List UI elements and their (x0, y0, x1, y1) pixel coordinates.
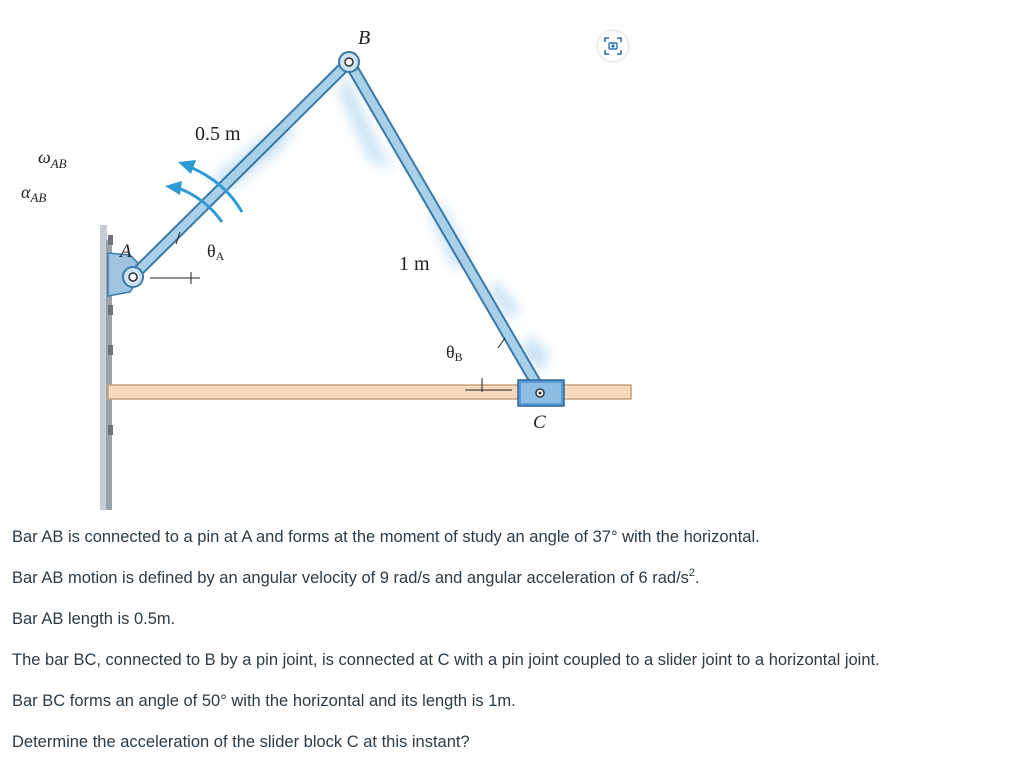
label-alpha: $\alpha_{AB}$ (21, 182, 47, 205)
label-c: C (533, 412, 546, 433)
problem-line-4: The bar BC, connected to B by a pin joint, is connected at C with a pin joint coupled to a slider joint to a horizontal joint. (12, 651, 880, 669)
problem-statement (12, 527, 1012, 773)
label-theta-a: θA (207, 241, 225, 263)
label-theta-b: θB (446, 342, 463, 364)
problem-line-6: Determine the acceleration of the slider block C at this instant? (12, 733, 470, 751)
label-omega: $\omega_{AB}$ (38, 147, 67, 171)
bar-ab (133, 62, 349, 276)
problem-line-3: Bar AB length is 0.5m. (12, 610, 176, 628)
label-length-ab: 0.5 m (195, 123, 241, 145)
pin-a (123, 267, 143, 287)
problem-line-5: Bar BC forms an angle of 50° with the horizontal and its length is 1m. (12, 692, 516, 710)
label-a: A (120, 241, 132, 262)
slider-block-c (518, 380, 564, 406)
problem-line-1: Bar AB is connected to a pin at A and forms at the moment of study an angle of 37° with the horizontal. (12, 528, 760, 546)
scan-image-icon (604, 37, 622, 55)
bar-bc (349, 62, 540, 390)
label-length-bc: 1 m (399, 253, 430, 275)
problem-line-2: Bar AB motion is defined by an angular velocity of 9 rad/s and angular acceleration of 6 rad/$s^2$. (12, 567, 700, 587)
theta-b-reference (465, 338, 512, 392)
label-b: B (358, 27, 371, 49)
scan-image-button[interactable] (598, 31, 628, 61)
pin-b (339, 52, 359, 72)
